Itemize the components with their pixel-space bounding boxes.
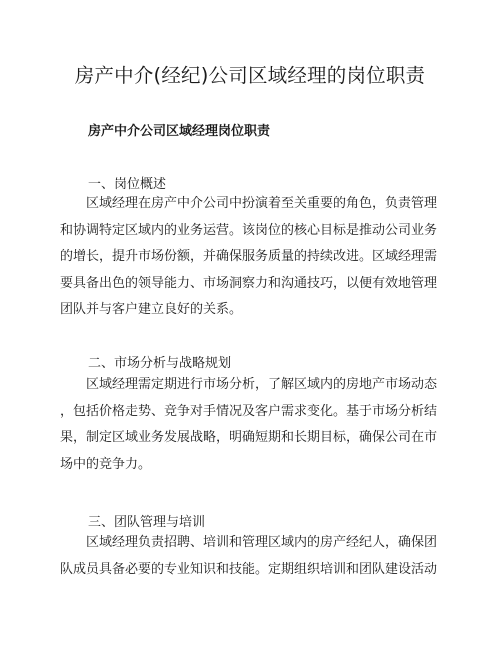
paragraph-line: 区域经理需定期进行市场分析，了解区域内的房地产市场动态 <box>86 377 438 392</box>
paragraph-line: ，包括价格走势、竞争对手情况及客户需求变化。基于市场分析结 <box>60 403 438 419</box>
paragraph-line: 队成员具备必要的专业知识和技能。定期组织培训和团队建设活动 <box>60 561 438 577</box>
paragraph-line: 果，制定区域业务发展战略，明确短期和长期目标，确保公司在市 <box>60 430 438 445</box>
paragraph-line: 团队并与客户建立良好的关系。 <box>60 302 243 317</box>
paragraph-line: 要具备出色的领导能力、市场洞察力和沟通技巧，以便有效地管理 <box>60 275 438 291</box>
paragraph-line: 区域经理在房产中介公司中扮演着至关重要的角色，负责管理 <box>86 196 438 211</box>
section-body-overview <box>60 191 440 324</box>
section-body-market <box>60 372 440 478</box>
paragraph-line: 场中的竞争力。 <box>60 456 152 472</box>
document-subtitle: 房产中介公司区域经理岗位职责 <box>88 124 271 139</box>
paragraph-line: 区域经理负责招聘、培训和管理区域内的房产经纪人，确保团 <box>86 535 438 550</box>
section-body-team <box>60 530 440 583</box>
section-heading-overview: 一、岗位概述 <box>88 177 167 192</box>
section-heading-market: 二、市场分析与战略规划 <box>88 356 232 371</box>
paragraph-line: 的增长，提升市场份额，并确保服务质量的持续改进。区域经理需 <box>60 249 438 264</box>
paragraph-line: 和协调特定区域内的业务运营。该岗位的核心目标是推动公司业务 <box>60 222 438 238</box>
section-heading-team: 三、团队管理与培训 <box>88 515 206 530</box>
document-title: 房产中介(经纪)公司区域经理的岗位职责 <box>74 64 426 87</box>
